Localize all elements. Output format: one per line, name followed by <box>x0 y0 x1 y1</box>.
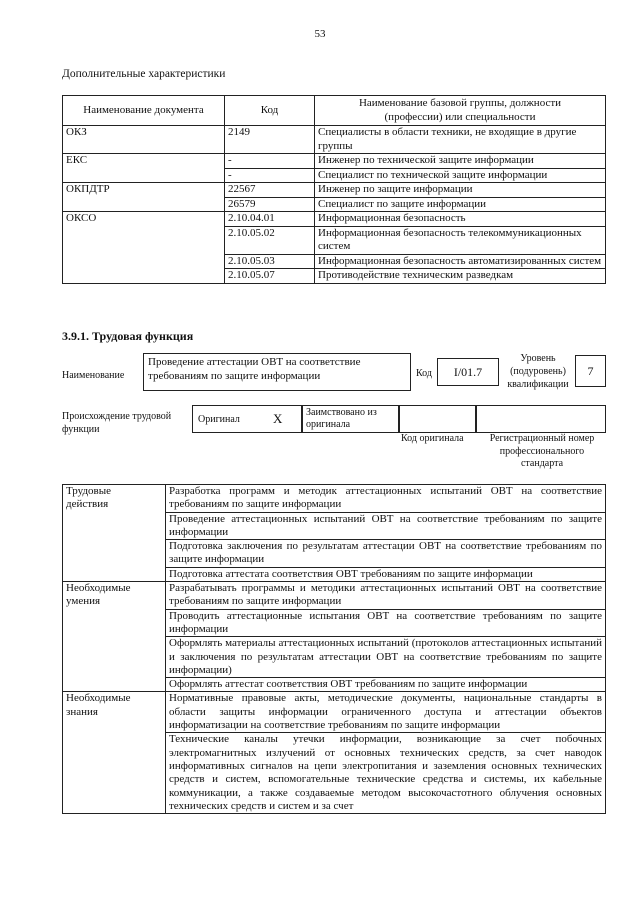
action-item: Подготовка аттестата соответствия ОВТ требованиям по защите информации <box>166 567 606 581</box>
borrowed-box <box>302 405 399 433</box>
skill-item: Проводить аттестационные испытания ОВТ на соответствие требованиям по защите информации <box>166 609 606 637</box>
skills-label-line1: Необходимые <box>66 582 131 595</box>
level-label-line3: квалификации <box>507 379 569 390</box>
code-cell: 2.10.05.02 <box>225 226 315 254</box>
function-details-table <box>62 484 606 814</box>
code-cell: - <box>225 168 315 183</box>
action-item: Подготовка заключения по результатам аттестации ОВТ на соответствие требованиям по защите информации <box>166 540 606 568</box>
skill-item: Оформлять материалы аттестационных испытаний (протоколов аттестационных испытаний и заключения по результатам аттестации ОВТ на соответствие требованиям по защите информации) <box>166 637 606 678</box>
code-label: Код <box>416 368 432 379</box>
code-cell: 2.10.05.03 <box>225 254 315 269</box>
table-row <box>63 485 606 513</box>
actions-label-line1: Трудовые <box>66 485 112 497</box>
name-cell: Инженер по технической защите информации <box>315 154 606 169</box>
skills-label-line2: умения <box>66 595 101 608</box>
table-row <box>63 212 606 227</box>
header-group-name-line2: (профессии) или специальности <box>384 110 536 123</box>
level-label-line2: (подуровень) <box>510 366 566 377</box>
actions-label-line2: действия <box>66 498 109 511</box>
original-box <box>192 405 302 433</box>
header-group-name-line1: Наименование базовой группы, должности <box>358 97 562 109</box>
original-label: Оригинал <box>198 414 240 425</box>
reg-caption-line2: профессионального <box>499 445 585 457</box>
name-cell: Информационная безопасность <box>315 212 606 227</box>
reg-number-box <box>476 405 606 433</box>
action-item: Разработка программ и методик аттестационных испытаний ОВТ на соответствие требованиям по защите информации <box>166 485 606 513</box>
header-group-name <box>315 96 606 126</box>
code-original-caption: Код оригинала <box>401 433 464 444</box>
code-cell: 22567 <box>225 183 315 198</box>
reg-number-caption <box>478 433 606 471</box>
name-cell: Специалисты в области техники, не входящие в другие группы <box>315 126 606 154</box>
section-title: 3.9.1. Трудовая функция <box>62 329 194 343</box>
level-label <box>503 352 573 391</box>
code-cell: 2.10.05.07 <box>225 269 315 284</box>
table-header-row <box>63 96 606 126</box>
doc-cell: ОКПДТР <box>63 183 225 212</box>
knowledge-label <box>63 692 166 814</box>
name-cell: Противодействие техническим разведкам <box>315 269 606 284</box>
doc-cell: ЕКС <box>63 154 225 183</box>
header-document-name: Наименование документа <box>63 96 225 126</box>
skill-item: Разрабатывать программы и методики аттестационных испытаний ОВТ на соответствие требованиям по защите информации <box>166 582 606 610</box>
knowledge-item: Нормативные правовые акты, методические документы, национальные стандарты в области защиты информации ограниченного доступа и аттестации объектов информатизации на соответствие требованиям по защите информации <box>166 692 606 733</box>
origin-label-line2: функции <box>62 424 100 435</box>
knowledge-item: Технические каналы утечки информации, возникающие за счет побочных электромагнитных излучений от основных технических средств, за счет наводок информативных сигналов на цепи электропитания и заземления основных технических средств и систем, вспомогательные технические средства и системы, их кабельные коммуникации, а также создаваемые методом высокочастотного облучения основных технических средств и систем и за счет <box>166 733 606 814</box>
knowledge-label-line2: знания <box>66 705 98 718</box>
name-cell: Инженер по защите информации <box>315 183 606 198</box>
additional-characteristics-title: Дополнительные характеристики <box>62 68 226 80</box>
name-label: Наименование <box>62 370 125 381</box>
borrowed-label-line1: Заимствовано из <box>306 407 377 418</box>
origin-label-line1: Происхождение трудовой <box>62 411 172 422</box>
code-value-box: I/01.7 <box>437 358 499 386</box>
origin-label <box>62 410 171 436</box>
reg-caption-line1: Регистрационный номер <box>489 433 595 444</box>
skills-label <box>63 582 166 692</box>
borrowed-label-line2: оригинала <box>306 419 351 430</box>
name-cell: Информационная безопасность телекоммуникационных систем <box>315 226 606 254</box>
level-label-line1: Уровень <box>520 353 556 364</box>
doc-cell: ОКЗ <box>63 126 225 154</box>
header-code: Код <box>225 96 315 126</box>
table-row <box>63 154 606 169</box>
code-original-box <box>399 405 476 433</box>
code-cell: 2.10.04.01 <box>225 212 315 227</box>
level-value-box: 7 <box>575 355 606 387</box>
skill-item: Оформлять аттестат соответствия ОВТ требованиям по защите информации <box>166 678 606 692</box>
action-item: Проведение аттестационных испытаний ОВТ на соответствие требованиям по защите информации <box>166 512 606 540</box>
table-row <box>63 692 606 733</box>
name-cell: Специалист по технической защите информации <box>315 168 606 183</box>
code-cell: - <box>225 154 315 169</box>
code-cell: 26579 <box>225 197 315 212</box>
knowledge-label-line1: Необходимые <box>66 692 131 705</box>
table-row <box>63 582 606 610</box>
actions-label <box>63 485 166 582</box>
table-row <box>63 183 606 198</box>
doc-cell: ОКСО <box>63 212 225 284</box>
code-cell: 2149 <box>225 126 315 154</box>
original-mark: X <box>273 411 283 426</box>
function-name-box: Проведение аттестации ОВТ на соответствие требованиям по защите информации <box>143 353 411 391</box>
name-cell: Специалист по защите информации <box>315 197 606 212</box>
additional-characteristics-table <box>62 95 606 284</box>
table-row <box>63 126 606 154</box>
reg-caption-line3: стандарта <box>520 458 564 469</box>
page-number: 53 <box>314 28 326 40</box>
name-cell: Информационная безопасность автоматизированных систем <box>315 254 606 269</box>
